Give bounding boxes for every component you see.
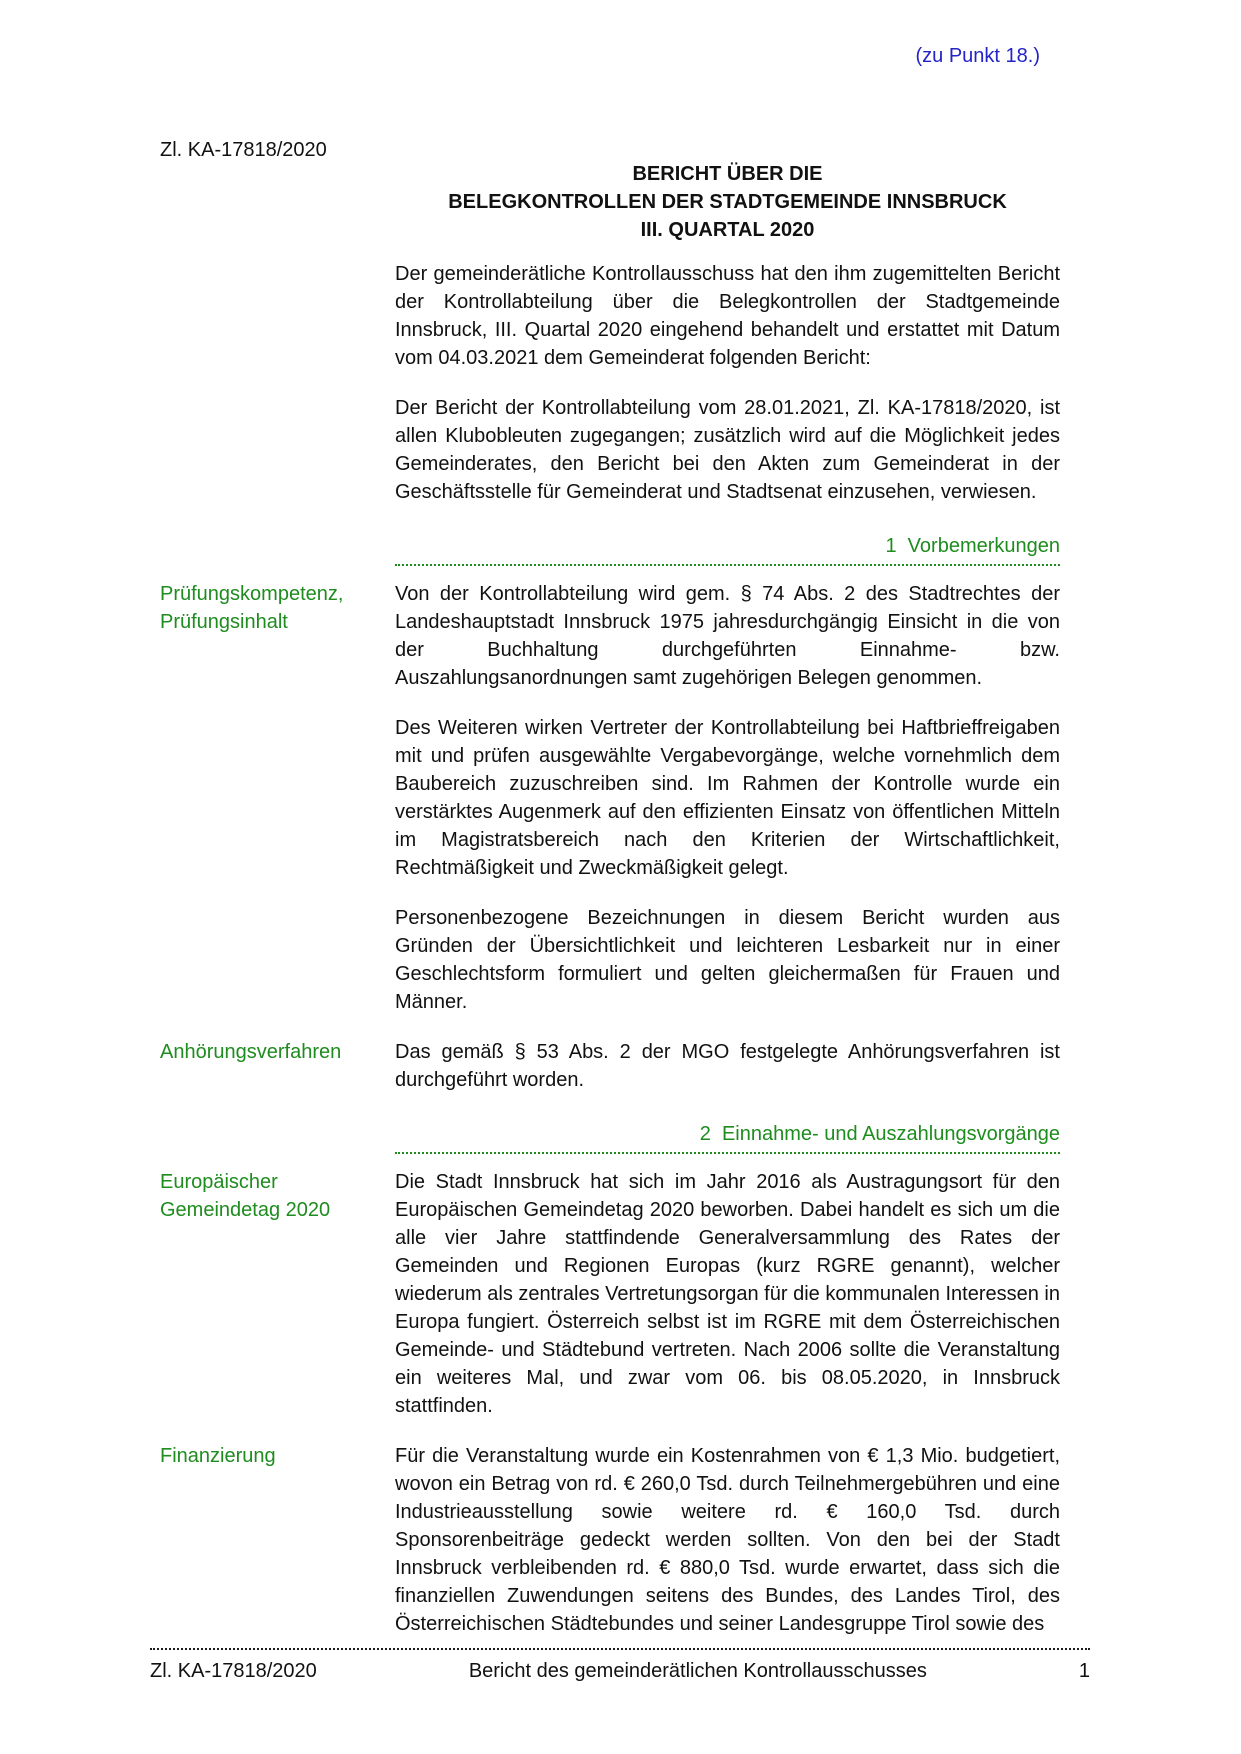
- margin-spacer: [160, 528, 395, 580]
- content-row: [160, 714, 1060, 904]
- section-heading-row: [160, 528, 1060, 580]
- intro-paragraph: Der gemeinderätliche Kontrollausschuss hat den ihm zugemittelten Bericht der Kontrollabteilung über die Belegkontrollen der Stadtgemeinde Innsbruck, III. Quartal 2020 eingehend behandelt und erstattet mit Datum vom 04.03.2021 dem Gemeinderat folgenden Bericht:: [395, 263, 1060, 369]
- margin-label: [160, 714, 395, 904]
- page-number: 1: [1078, 1660, 1090, 1682]
- section-heading-einnahme-auszahlung: 2 Einnahme- und Auszahlungsvorgänge: [395, 1120, 1060, 1154]
- body-paragraph: Das gemäß § 53 Abs. 2 der MGO festgelegte Anhörungsverfahren ist durchgeführt worden.: [395, 1041, 1060, 1091]
- report-title: [395, 160, 1060, 244]
- margin-spacer: [160, 160, 395, 260]
- body-paragraph: Die Stadt Innsbruck hat sich im Jahr 2016 als Austragungsort für den Europäischen Gemeindetag 2020 beworben. Dabei handelt es sich um die alle vier Jahre stattfindende Generalversammlung des Rates der Gemeinden und Regionen Europas (kurz RGRE genannt), welcher wiederum als zentrales Vertretungsorgan für die kommunalen Interessen in Europa fungiert. Österreich selbst ist im RGRE mit dem Österreichischen Gemeinde- und Städtebund vertreten. Nach 2006 sollte die Veranstaltung ein weiteres Mal, und zwar vom 06. bis 08.05.2020, in Innsbruck stattfinden.: [395, 1171, 1060, 1417]
- body-paragraph: Von der Kontrollabteilung wird gem. § 74 Abs. 2 des Stadtrechtes der Landeshauptstadt Innsbruck 1975 jahresdurchgängig Einsicht in die von der Buchhaltung durchgeführten Einnahme- bzw. Auszahlungsanordnungen samt zugehörigen Belegen genommen.: [395, 583, 1060, 689]
- section-heading-vorbemerkungen: 1 Vorbemerkungen: [395, 532, 1060, 566]
- page-footer: [150, 1648, 1090, 1685]
- margin-spacer: [160, 260, 395, 394]
- title-line: BERICHT ÜBER DIE: [632, 163, 823, 185]
- agenda-point-note: (zu Punkt 18.): [915, 45, 1040, 67]
- body-paragraph: Für die Veranstaltung wurde ein Kostenrahmen von € 1,3 Mio. budgetiert, wovon ein Betrag von rd. € 260,0 Tsd. durch Teilnehmergebühren und eine Industrieausstellung sowie weitere rd. € 160,0 Tsd. durch Sponsorenbeiträge gedeckt werden sollten. Von den bei der Stadt Innsbruck verbleibenden rd. € 880,0 Tsd. wurde erwartet, dass sich die finanziellen Zuwendungen seitens des Bundes, des Landes Tirol, des Österreichischen Städtebundes und seiner Landesgruppe Tirol sowie des: [395, 1445, 1060, 1635]
- body-paragraph: Personenbezogene Bezeichnungen in diesem Bericht wurden aus Gründen der Übersichtlichkeit und leichteren Lesbarkeit nur in einer Geschlechtsform formuliert und gelten gleichermaßen für Frauen und Männer.: [395, 907, 1060, 1013]
- content-row: [160, 1168, 1060, 1442]
- intro-row: [160, 260, 1060, 394]
- margin-label: Europäischer Gemeindetag 2020: [160, 1171, 331, 1221]
- title-row: [160, 160, 1060, 260]
- margin-label: [160, 904, 395, 1038]
- content-row: [160, 580, 1060, 714]
- content-row: [160, 904, 1060, 1038]
- margin-label: Finanzierung: [160, 1445, 276, 1467]
- title-line: III. QUARTAL 2020: [640, 219, 815, 241]
- content-row: [160, 1038, 1060, 1116]
- footer-report-title: Bericht des gemeinderätlichen Kontrollausschusses: [468, 1660, 927, 1682]
- margin-label: Anhörungsverfahren: [160, 1041, 342, 1063]
- section-heading-row: [160, 1116, 1060, 1168]
- content-row: [160, 1442, 1060, 1638]
- margin-label: Prüfungskompetenz, Prüfungsinhalt: [160, 583, 344, 633]
- margin-spacer: [160, 1116, 395, 1168]
- file-number: Zl. KA-17818/2020: [160, 139, 327, 161]
- intro-paragraph: Der Bericht der Kontrollabteilung vom 28.01.2021, Zl. KA-17818/2020, ist allen Klubobleuten zugegangen; zusätzlich wird auf die Möglichkeit jedes Gemeinderates, den Bericht bei den Akten zum Gemeinderat in der Geschäftsstelle für Gemeinderat und Stadtsenat einzusehen, verwiesen.: [395, 397, 1060, 503]
- title-line: BELEGKONTROLLEN DER STADTGEMEINDE INNSBRUCK: [448, 191, 1007, 213]
- body-paragraph: Des Weiteren wirken Vertreter der Kontrollabteilung bei Haftbrieffreigaben mit und prüfen ausgewählte Vergabevorgänge, welche vornehmlich dem Baubereich zuzuschreiben sind. Im Rahmen der Kontrolle wurde ein verstärktes Augenmerk auf den effizienten Einsatz von öffentlichen Mitteln im Magistratsbereich nach den Kriterien der Wirtschaftlichkeit, Rechtmäßigkeit und Zweckmäßigkeit gelegt.: [395, 717, 1060, 879]
- document-body: [160, 160, 1060, 1638]
- margin-spacer: [160, 394, 395, 528]
- footer-file-number: Zl. KA-17818/2020: [150, 1660, 317, 1682]
- intro-row: [160, 394, 1060, 528]
